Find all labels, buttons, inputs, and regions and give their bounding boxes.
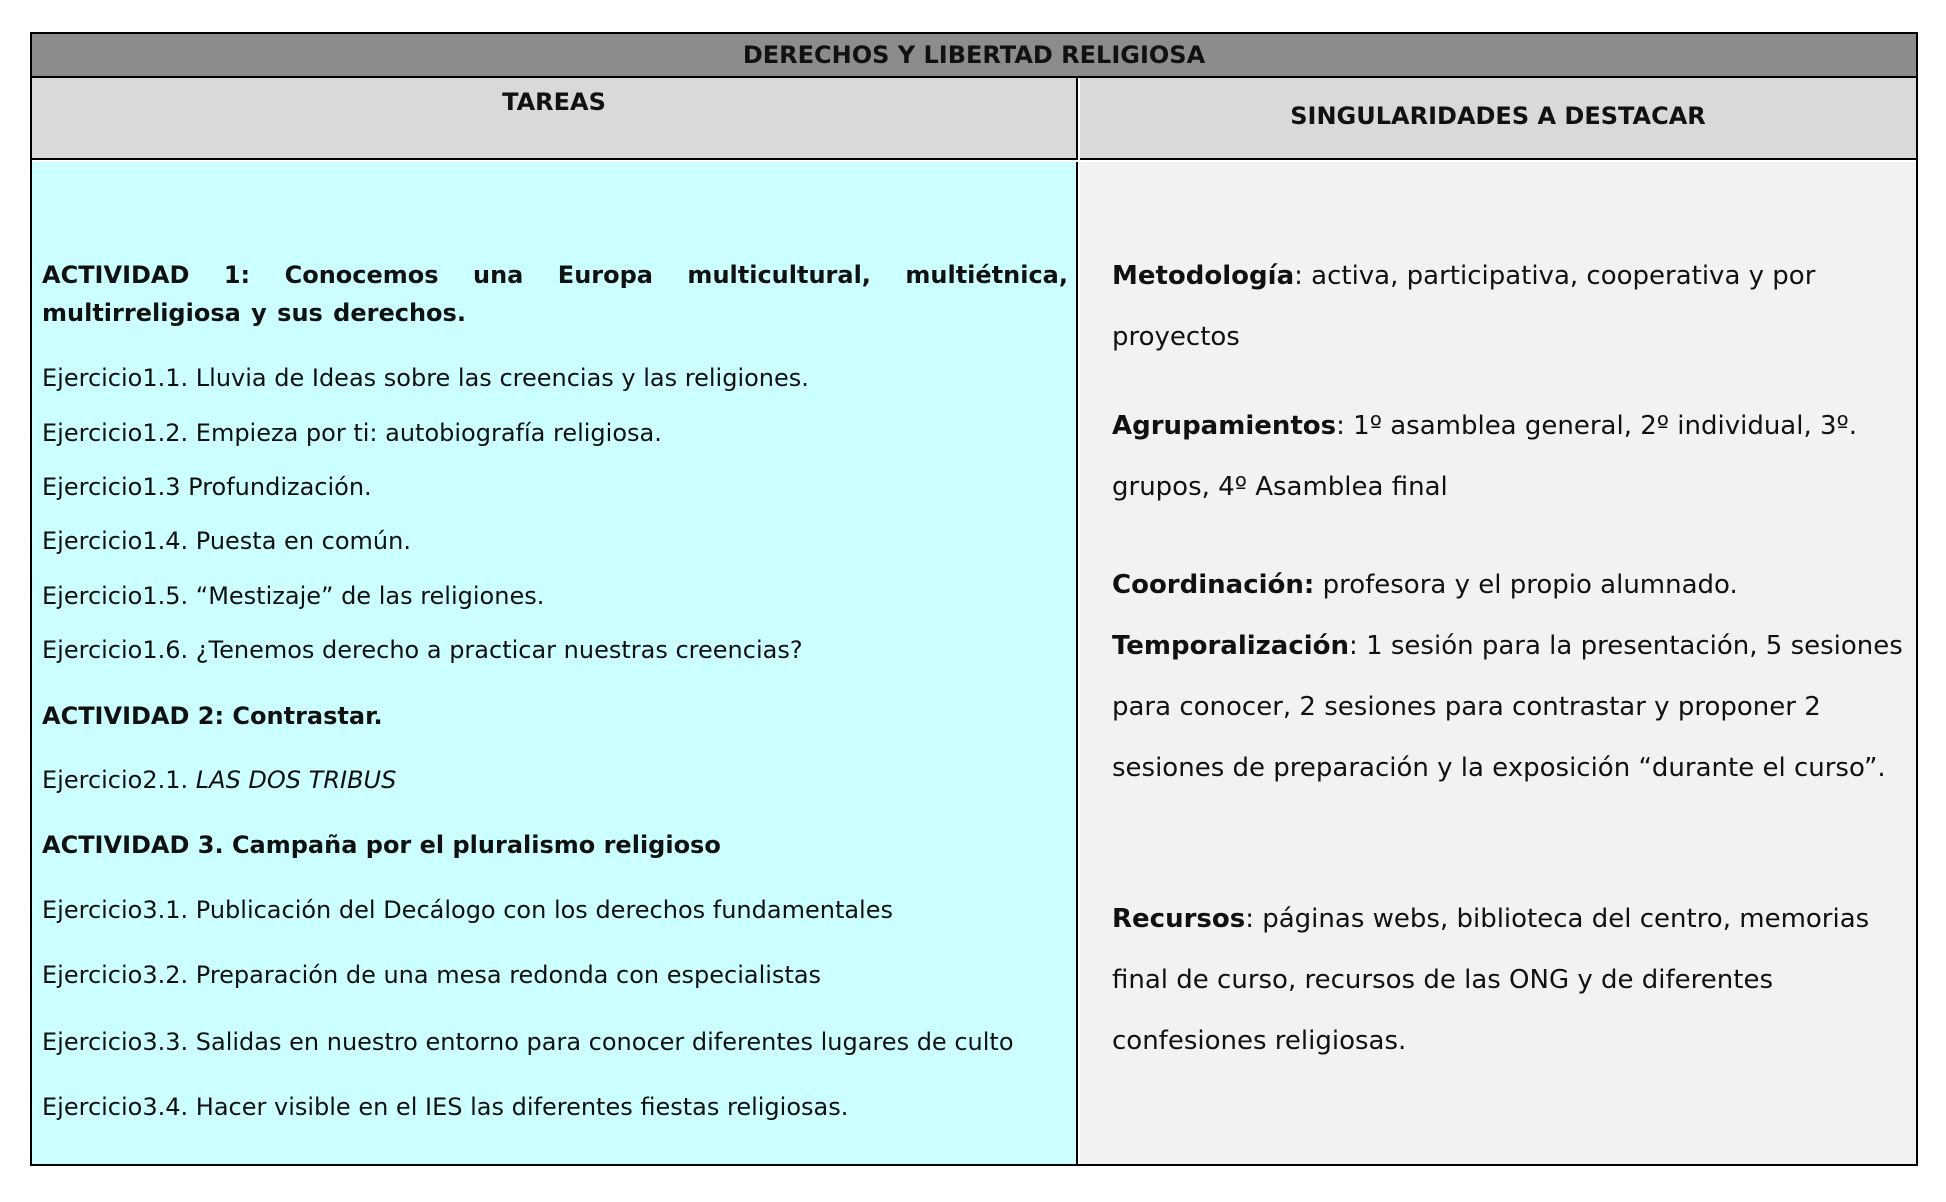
ejercicio-1-6: Ejercicio1.6. ¿Tenemos derecho a practicar nuestras creencias?	[42, 636, 803, 664]
recursos-text: : páginas webs, biblioteca del centro, memorias final de curso, recursos de las ONG y de diferentes confesiones religiosas.	[1112, 904, 1870, 1056]
agrupamientos-block	[1112, 396, 1908, 518]
actividad-2-heading: ACTIVIDAD 2: Contrastar.	[42, 702, 383, 730]
header-singularidades-label: SINGULARIDADES A DESTACAR	[1290, 102, 1706, 130]
temporalizacion-label: Temporalización	[1112, 631, 1350, 661]
agrupamientos-label: Agrupamientos	[1112, 411, 1337, 441]
header-tareas	[32, 78, 1078, 160]
ejercicio-2-1-prefix: Ejercicio2.1.	[42, 766, 196, 794]
ejercicio-1-4: Ejercicio1.4. Puesta en común.	[42, 527, 411, 555]
activity-table	[30, 32, 1918, 1166]
temporalizacion-block	[1112, 616, 1908, 799]
ejercicio-2-1-title: LAS DOS TRIBUS	[195, 766, 397, 794]
ejercicio-1-2: Ejercicio1.2. Empieza por ti: autobiografía religiosa.	[42, 419, 662, 447]
agrupamientos-text: : 1º asamblea general, 2º individual, 3º. grupos, 4º Asamblea final	[1112, 411, 1858, 502]
ejercicio-3-2: Ejercicio3.2. Preparación de una mesa redonda con especialistas	[42, 961, 822, 989]
recursos-label: Recursos	[1112, 904, 1246, 934]
ejercicio-1-3: Ejercicio1.3 Profundización.	[42, 473, 372, 501]
metodologia-block	[1112, 246, 1908, 368]
ejercicio-3-1: Ejercicio3.1. Publicación del Decálogo con los derechos fundamentales	[42, 896, 893, 924]
coordinacion-block	[1112, 555, 1908, 616]
header-tareas-label: TAREAS	[502, 88, 606, 116]
ejercicio-2-1	[42, 761, 1068, 799]
ejercicio-3-4: Ejercicio3.4. Hacer visible en el IES las diferentes fiestas religiosas.	[42, 1093, 849, 1121]
header-singularidades	[1080, 78, 1916, 160]
tareas-column	[32, 162, 1078, 1164]
recursos-block	[1112, 889, 1908, 1072]
coordinacion-label: Coordinación:	[1112, 570, 1315, 600]
ejercicio-3-3: Ejercicio3.3. Salidas en nuestro entorno para conocer diferentes lugares de culto	[42, 1028, 1014, 1056]
temporalizacion-text: : 1 sesión para la presentación, 5 sesiones para conocer, 2 sesiones para contrastar y proponer 2 sesiones de preparación y la exposición “durante el curso”.	[1112, 631, 1903, 783]
actividad-1-heading: ACTIVIDAD 1: Conocemos una Europa multicultural, multiétnica, multirreligiosa y sus derechos.	[42, 261, 1068, 327]
metodologia-label: Metodología	[1112, 261, 1295, 291]
table-title: DERECHOS Y LIBERTAD RELIGIOSA	[32, 34, 1916, 78]
actividad-3-heading: ACTIVIDAD 3. Campaña por el pluralismo religioso	[42, 831, 721, 859]
metodologia-text: : activa, participativa, cooperativa y por proyectos	[1112, 261, 1816, 352]
coordinacion-text: profesora y el propio alumnado.	[1314, 570, 1738, 600]
ejercicio-1-5: Ejercicio1.5. “Mestizaje” de las religiones.	[42, 582, 545, 610]
singularidades-column	[1080, 162, 1916, 1164]
ejercicio-1-1: Ejercicio1.1. Lluvia de Ideas sobre las creencias y las religiones.	[42, 364, 809, 392]
